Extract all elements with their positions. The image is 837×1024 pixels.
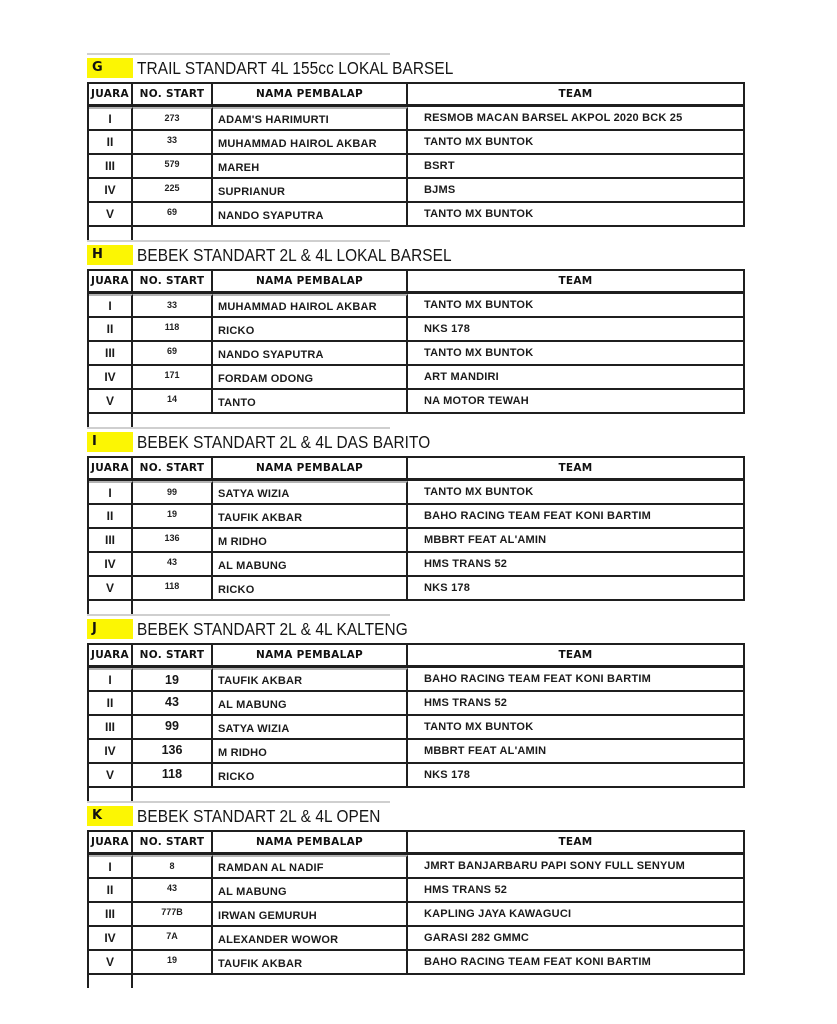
rank-cell: II — [89, 131, 133, 155]
start-number-cell: 171 — [133, 366, 213, 390]
rider-name-cell: IRWAN GEMURUH — [213, 903, 408, 927]
section-h — [87, 240, 747, 427]
start-number-cell: 579 — [133, 155, 213, 179]
rider-name-cell: NANDO SYAPUTRA — [213, 203, 408, 225]
start-number-cell: 99 — [133, 716, 213, 740]
rank-cell: II — [89, 505, 133, 529]
team-cell: NKS 178 — [424, 582, 471, 594]
section-i — [87, 427, 747, 614]
grid-tail-artifact — [87, 601, 133, 614]
section-title: BEBEK STANDART 2L & 4L OPEN — [137, 806, 381, 826]
start-number-cell: 136 — [133, 529, 213, 553]
section-heading — [87, 806, 747, 826]
section-heading — [87, 432, 747, 452]
rank-cell: V — [89, 577, 133, 599]
rider-name-cell: SUPRIANUR — [213, 179, 408, 203]
rider-name-cell: MUHAMMAD HAIROL AKBAR — [213, 131, 408, 155]
rank-cell: II — [89, 318, 133, 342]
rider-name-cell: AL MABUNG — [213, 692, 408, 716]
section-heading — [87, 245, 747, 265]
team-cell: BJMS — [408, 179, 743, 203]
header-cell-juara: JUARA — [89, 84, 133, 107]
grid-tail-artifact — [87, 975, 133, 988]
header-cell-nama-pembalap: NAMA PEMBALAP — [213, 84, 408, 107]
rank-cell: I — [89, 855, 133, 879]
start-number-cell: 8 — [133, 855, 213, 879]
header-cell-nama-pembalap: NAMA PEMBALAP — [213, 458, 408, 481]
rider-name-cell: AL MABUNG — [213, 879, 408, 903]
rider-name-cell: NANDO SYAPUTRA — [213, 342, 408, 366]
start-number-cell: 43 — [133, 879, 213, 903]
rider-name-cell: ALEXANDER WOWOR — [213, 927, 408, 951]
rider-name-cell: TAUFIK AKBAR — [213, 668, 408, 692]
rank-cell: V — [89, 764, 133, 786]
section-letter-highlight: I — [87, 432, 133, 452]
header-cell-no-start: NO. START — [133, 458, 213, 481]
rank-cell: III — [89, 155, 133, 179]
team-cell: BAHO RACING TEAM FEAT KONI BARTIM — [408, 505, 743, 529]
gridline-artifact — [87, 801, 390, 803]
start-number-cell: 136 — [133, 740, 213, 764]
header-cell-no-start: NO. START — [133, 271, 213, 294]
team-cell: NA MOTOR TEWAH — [424, 395, 529, 407]
header-cell-nama-pembalap: NAMA PEMBALAP — [213, 832, 408, 855]
start-number-cell: 99 — [133, 481, 213, 505]
rider-name-cell: RICKO — [213, 577, 408, 599]
header-cell-team: TEAM — [408, 84, 743, 107]
rider-name-cell: ADAM'S HARIMURTI — [213, 107, 408, 131]
header-cell-juara: JUARA — [89, 832, 133, 855]
rank-cell: III — [89, 716, 133, 740]
rank-cell: I — [89, 481, 133, 505]
rider-name-cell: AL MABUNG — [213, 553, 408, 577]
team-cell: BSRT — [408, 155, 743, 179]
gridline-artifact — [87, 427, 390, 429]
team-cell: KAPLING JAYA KAWAGUCI — [408, 903, 743, 927]
gridline-artifact — [87, 53, 390, 55]
team-cell: NKS 178 — [408, 318, 743, 342]
rank-cell: IV — [89, 179, 133, 203]
start-number-cell: 33 — [133, 294, 213, 318]
start-number-cell: 19 — [133, 668, 213, 692]
rank-cell: I — [89, 294, 133, 318]
rider-name-cell: TANTO — [213, 390, 408, 412]
section-letter-highlight: H — [87, 245, 133, 265]
rank-cell: V — [89, 203, 133, 225]
team-cell: MBBRT FEAT AL'AMIN — [408, 740, 743, 764]
header-cell-nama-pembalap: NAMA PEMBALAP — [213, 645, 408, 668]
section-letter-highlight: J — [87, 619, 133, 639]
results-table — [87, 269, 745, 414]
header-cell-no-start: NO. START — [133, 832, 213, 855]
rank-cell: III — [89, 529, 133, 553]
team-cell: GARASI 282 GMMC — [408, 927, 743, 951]
rank-cell: IV — [89, 366, 133, 390]
rider-name-cell: TAUFIK AKBAR — [213, 951, 408, 973]
rank-cell: V — [89, 951, 133, 973]
team-cell: RESMOB MACAN BARSEL AKPOL 2020 BCK 25 — [408, 107, 743, 131]
section-title: BEBEK STANDART 2L & 4L DAS BARITO — [137, 432, 431, 452]
rank-cell: III — [89, 903, 133, 927]
rider-name-cell: M RIDHO — [213, 529, 408, 553]
start-number-cell: 118 — [133, 764, 213, 786]
team-cell: MBBRT FEAT AL'AMIN — [408, 529, 743, 553]
header-cell-no-start: NO. START — [133, 645, 213, 668]
rider-name-cell: SATYA WIZIA — [213, 716, 408, 740]
rank-cell: IV — [89, 553, 133, 577]
section-title: TRAIL STANDART 4L 155cc LOKAL BARSEL — [137, 58, 454, 78]
header-cell-nama-pembalap: NAMA PEMBALAP — [213, 271, 408, 294]
start-number-cell: 43 — [133, 692, 213, 716]
section-title: BEBEK STANDART 2L & 4L LOKAL BARSEL — [137, 245, 452, 265]
start-number-cell: 118 — [133, 577, 213, 599]
rank-cell: II — [89, 879, 133, 903]
header-cell-no-start: NO. START — [133, 84, 213, 107]
header-cell-juara: JUARA — [89, 271, 133, 294]
header-cell-team: TEAM — [408, 832, 743, 855]
rank-cell: III — [89, 342, 133, 366]
grid-tail-artifact — [87, 227, 133, 240]
team-cell: TANTO MX BUNTOK — [408, 716, 743, 740]
start-number-cell: 33 — [133, 131, 213, 155]
rider-name-cell: SATYA WIZIA — [213, 481, 408, 505]
rider-name-cell: RICKO — [213, 764, 408, 786]
header-cell-team: TEAM — [408, 645, 743, 668]
rider-name-cell: M RIDHO — [213, 740, 408, 764]
section-heading — [87, 619, 747, 639]
section-g — [87, 53, 747, 240]
rank-cell: IV — [89, 740, 133, 764]
start-number-cell: 19 — [133, 505, 213, 529]
results-table — [87, 82, 745, 227]
start-number-cell: 69 — [133, 203, 213, 225]
rank-cell: II — [89, 692, 133, 716]
header-cell-team: TEAM — [408, 458, 743, 481]
header-cell-juara: JUARA — [89, 458, 133, 481]
team-cell: BAHO RACING TEAM FEAT KONI BARTIM — [424, 956, 651, 968]
header-cell-team: TEAM — [408, 271, 743, 294]
team-cell: BAHO RACING TEAM FEAT KONI BARTIM — [408, 668, 743, 692]
team-cell: NKS 178 — [424, 769, 471, 781]
team-cell: HMS TRANS 52 — [408, 879, 743, 903]
start-number-cell: 777B — [133, 903, 213, 927]
grid-tail-artifact — [87, 414, 133, 427]
rider-name-cell: RICKO — [213, 318, 408, 342]
results-table — [87, 830, 745, 975]
start-number-cell: 273 — [133, 107, 213, 131]
rider-name-cell: RAMDAN AL NADIF — [213, 855, 408, 879]
start-number-cell: 43 — [133, 553, 213, 577]
team-cell: TANTO MX BUNTOK — [408, 294, 743, 318]
section-letter-highlight: K — [87, 806, 133, 826]
team-cell: HMS TRANS 52 — [408, 553, 743, 577]
rider-name-cell: MAREH — [213, 155, 408, 179]
header-cell-juara: JUARA — [89, 645, 133, 668]
team-cell: TANTO MX BUNTOK — [408, 342, 743, 366]
gridline-artifact — [87, 614, 390, 616]
rank-cell: V — [89, 390, 133, 412]
grid-tail-artifact — [87, 788, 133, 801]
section-letter-highlight: G — [87, 58, 133, 78]
section-k — [87, 801, 747, 988]
rank-cell: I — [89, 668, 133, 692]
rank-cell: I — [89, 107, 133, 131]
start-number-cell: 14 — [133, 390, 213, 412]
start-number-cell: 19 — [133, 951, 213, 973]
team-cell: JMRT BANJARBARU PAPI SONY FULL SENYUM — [408, 855, 743, 879]
start-number-cell: 7A — [133, 927, 213, 951]
start-number-cell: 118 — [133, 318, 213, 342]
rider-name-cell: TAUFIK AKBAR — [213, 505, 408, 529]
rider-name-cell: MUHAMMAD HAIROL AKBAR — [213, 294, 408, 318]
rank-cell: IV — [89, 927, 133, 951]
section-j — [87, 614, 747, 801]
start-number-cell: 69 — [133, 342, 213, 366]
team-cell: TANTO MX BUNTOK — [408, 481, 743, 505]
gridline-artifact — [87, 240, 390, 242]
team-cell: HMS TRANS 52 — [408, 692, 743, 716]
team-cell: TANTO MX BUNTOK — [424, 208, 534, 220]
team-cell: ART MANDIRI — [408, 366, 743, 390]
section-heading — [87, 58, 747, 78]
team-cell: TANTO MX BUNTOK — [408, 131, 743, 155]
results-table — [87, 643, 745, 788]
start-number-cell: 225 — [133, 179, 213, 203]
rider-name-cell: FORDAM ODONG — [213, 366, 408, 390]
section-title: BEBEK STANDART 2L & 4L KALTENG — [137, 619, 408, 639]
results-table — [87, 456, 745, 601]
